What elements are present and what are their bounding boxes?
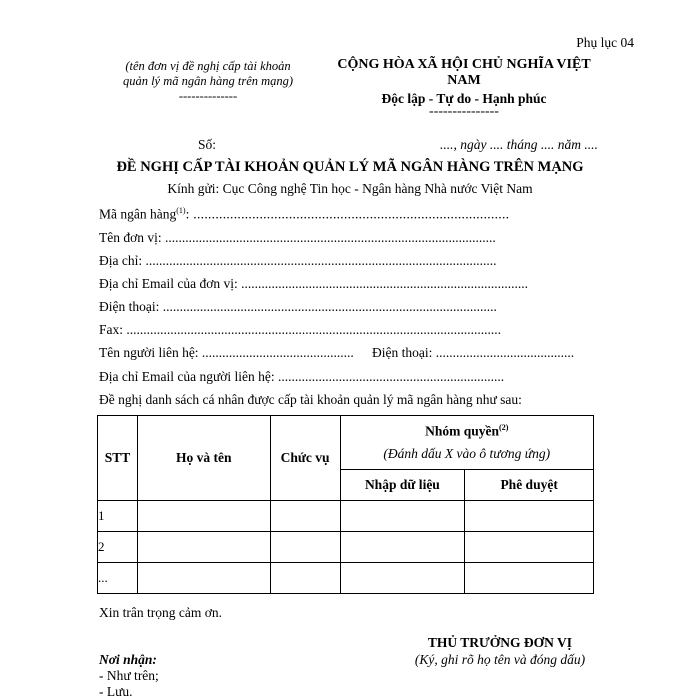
table-row <box>98 563 594 594</box>
row-stt: ... <box>98 563 138 594</box>
permission-group-hint: (Đánh dấu X vào ô tương ứng) <box>383 445 551 461</box>
unit-header-line1: (tên đơn vị đề nghị cấp tài khoản <box>125 59 291 73</box>
position-cell[interactable] <box>270 501 340 532</box>
bank-code-label: Mã ngân hàng <box>99 206 177 222</box>
contact-name-field: Tên người liên hệ: ............................................. <box>99 345 354 360</box>
name-cell[interactable] <box>137 532 270 563</box>
bank-code-field <box>99 206 509 223</box>
appendix-label: Phụ lục 04 <box>576 35 634 50</box>
address-field: Địa chỉ: ........................................................................................................ <box>99 253 497 268</box>
document-number-label: Số: <box>198 137 217 152</box>
national-header-line2: NAM <box>447 73 481 88</box>
closing-thanks: Xin trân trọng cảm ơn. <box>99 605 222 620</box>
national-header <box>326 57 602 117</box>
recipient-item: - Như trên; <box>99 668 159 683</box>
staff-table <box>97 415 594 594</box>
header-permission-group <box>340 416 593 470</box>
approve-cell[interactable] <box>465 563 594 594</box>
row-stt: 2 <box>98 532 138 563</box>
recipients-block <box>99 652 159 700</box>
contact-email-field: Địa chỉ Email của người liên hệ: ................................................................... <box>99 369 505 384</box>
signer-note: (Ký, ghi rõ họ tên và đóng dấu) <box>414 652 586 667</box>
data-entry-cell[interactable] <box>340 501 465 532</box>
bank-code-blank: : ...................................................................................... <box>185 206 510 222</box>
name-cell[interactable] <box>137 501 270 532</box>
permission-group-footnote-ref: (2) <box>499 423 509 433</box>
send-to-line: Kính gửi: Cục Công nghệ Tin học - Ngân hàng Nhà nước Việt Nam <box>167 181 533 196</box>
signer-title: THỦ TRƯỞNG ĐƠN VỊ <box>427 635 573 650</box>
approve-cell[interactable] <box>465 501 594 532</box>
data-entry-cell[interactable] <box>340 563 465 594</box>
signature-block <box>380 634 620 668</box>
data-entry-cell[interactable] <box>340 532 465 563</box>
unit-header-line2: quản lý mã ngân hàng trên mạng) <box>122 74 294 88</box>
national-header-line1: CỘNG HÒA XÃ HỘI CHỦ NGHĨA VIỆT <box>337 57 591 72</box>
header-full-name: Họ và tên <box>137 416 270 501</box>
bank-code-footnote-ref: (1) <box>176 206 186 215</box>
national-header-divider: --------------- <box>429 104 499 119</box>
unit-name-field: Tên đơn vị: .................................................................................................. <box>99 230 496 245</box>
unit-header-divider: -------------- <box>178 89 238 103</box>
request-text: Đề nghị danh sách cá nhân được cấp tài khoản quản lý mã ngân hàng như sau: <box>99 392 522 407</box>
header-position: Chức vụ <box>270 416 340 501</box>
national-motto: Độc lập - Tự do - Hạnh phúc <box>381 91 547 106</box>
permission-group-label: Nhóm quyền <box>425 423 500 439</box>
recipient-item: - Lưu. <box>99 684 133 699</box>
table-row <box>98 532 594 563</box>
header-stt: STT <box>98 416 138 501</box>
table-row <box>98 501 594 532</box>
date-line: ...., ngày .... tháng .... năm .... <box>440 137 598 152</box>
contact-phone-field: Điện thoại: ......................................... <box>372 345 575 360</box>
phone-field: Điện thoại: ................................................................................................... <box>99 299 497 314</box>
document-title: ĐỀ NGHỊ CẤP TÀI KHOẢN QUẢN LÝ MÃ NGÂN HÀNG TRÊN MẠNG <box>116 159 584 175</box>
unit-email-field: Địa chỉ Email của đơn vị: ..................................................................................... <box>99 276 528 291</box>
recipients-heading: Nơi nhận: <box>99 652 157 667</box>
unit-header <box>98 59 318 104</box>
header-data-entry: Nhập dữ liệu <box>340 470 465 501</box>
position-cell[interactable] <box>270 563 340 594</box>
row-stt: 1 <box>98 501 138 532</box>
approve-cell[interactable] <box>465 532 594 563</box>
position-cell[interactable] <box>270 532 340 563</box>
fax-field: Fax: ............................................................................................................... <box>99 322 502 337</box>
header-approve: Phê duyệt <box>465 470 594 501</box>
name-cell[interactable] <box>137 563 270 594</box>
